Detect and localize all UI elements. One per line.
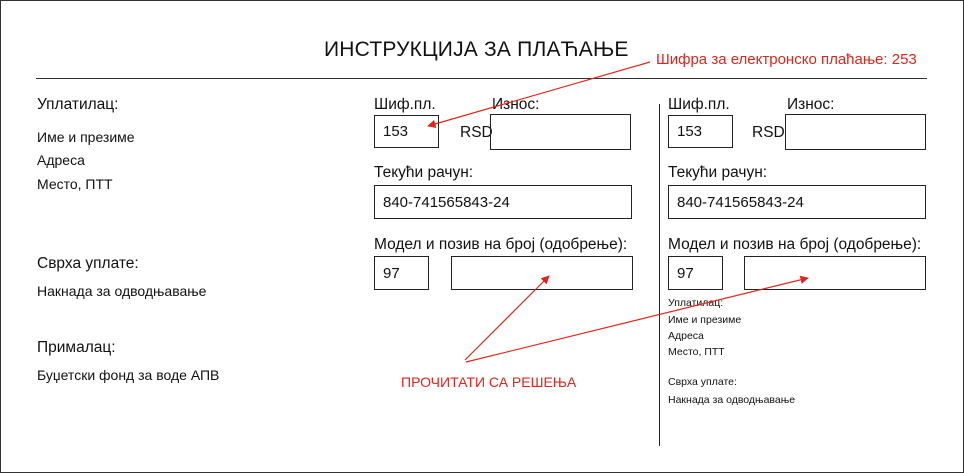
stub-currency-label: RSD (752, 124, 785, 141)
stub-account-label: Текући рачун: (668, 164, 768, 181)
stub-model-field[interactable]: 97 (668, 256, 723, 290)
payer-label: Уплатилац: (37, 96, 119, 113)
read-note-arrow-stub (466, 278, 808, 362)
payer-city-line: Место, ПТТ (37, 176, 113, 192)
read-from-decision-note: ПРОЧИТАТИ СА РЕШЕЊА (401, 374, 577, 390)
page-title: ИНСТРУКЦИЈА ЗА ПЛАЋАЊЕ (324, 38, 629, 61)
stub-payment-code-field[interactable]: 153 (668, 115, 733, 148)
amount-label: Износ: (492, 96, 540, 113)
stub-purpose-value: Накнада за одводњавање (668, 394, 796, 406)
electronic-payment-code-note: Шифра за електронско плаћање: 253 (656, 51, 917, 68)
code-note-arrow (428, 62, 650, 126)
payer-name-line: Име и презиме (37, 129, 135, 145)
recipient-label: Прималац: (37, 339, 116, 356)
stub-payer-address-line: Адреса (668, 330, 704, 342)
payment-code-field[interactable]: 153 (374, 115, 439, 148)
account-field[interactable]: 840-741565843-24 (374, 185, 632, 219)
stub-payer-label: Уплатилац: (668, 297, 724, 309)
stub-purpose-label: Сврха уплате: (668, 376, 737, 388)
stub-payer-name-line: Име и презиме (668, 314, 742, 326)
stub-payment-code-label: Шиф.пл. (668, 96, 730, 113)
purpose-value: Накнада за одводњавање (37, 283, 207, 299)
account-label: Текући рачун: (374, 164, 474, 181)
currency-label: RSD (460, 124, 493, 141)
recipient-value: Буџетски фонд за воде АПВ (37, 367, 220, 383)
read-note-arrow-main (465, 276, 549, 360)
purpose-label: Сврха уплате: (37, 255, 139, 272)
payer-address-line: Адреса (37, 152, 85, 168)
payment-code-label: Шиф.пл. (374, 96, 436, 113)
model-field[interactable]: 97 (374, 256, 429, 290)
stub-payer-city-line: Место, ПТТ (668, 346, 725, 358)
model-reference-label: Модел и позив на број (одобрење): (374, 236, 628, 253)
stub-amount-label: Износ: (787, 96, 835, 113)
stub-model-reference-label: Модел и позив на број (одобрење): (668, 236, 922, 253)
stub-account-field[interactable]: 840-741565843-24 (668, 185, 926, 219)
